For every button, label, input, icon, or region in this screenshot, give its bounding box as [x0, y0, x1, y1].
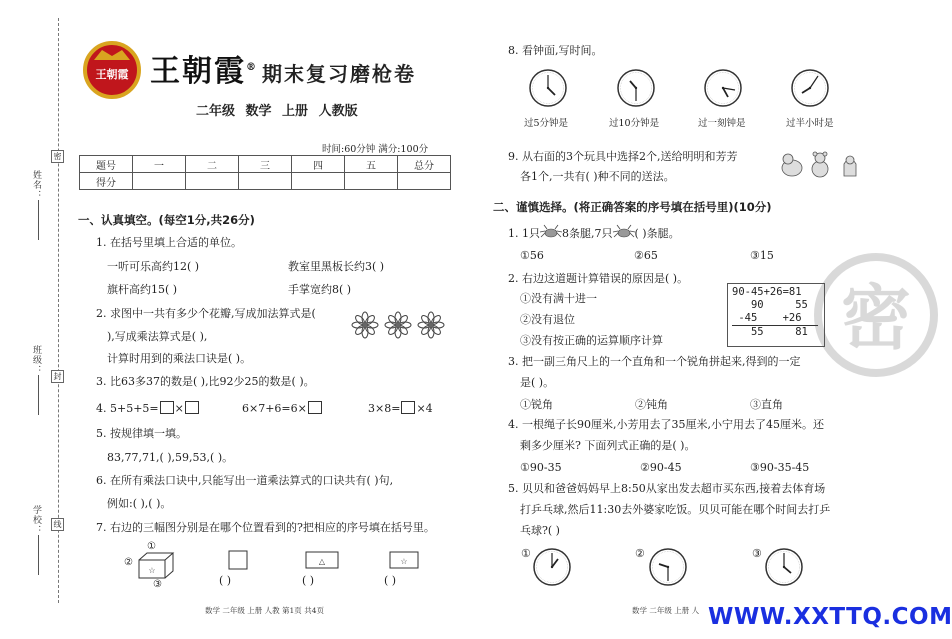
q1-a[interactable]: 一听可乐高约12( ) [107, 260, 200, 273]
answer-box[interactable] [185, 401, 199, 414]
score-input-cell[interactable] [186, 173, 239, 190]
clock-icon [703, 68, 743, 108]
section1-title: 一、认真填空。(每空1分,共26分) [78, 213, 255, 227]
footer-left: 数学 二年级 上册 人教 第1页 共4页 [205, 606, 324, 615]
c1-option-2: ②65 [634, 249, 658, 262]
score-header-cell: 五 [345, 156, 398, 173]
q7-label-3: ③ [153, 579, 162, 590]
clock-icon [790, 68, 830, 108]
view-star: ☆ [400, 557, 408, 566]
c1-b-text: 8条腿,7只 [562, 227, 613, 240]
score-header-cell: 三 [239, 156, 292, 173]
q9-text-a: 9. 从右面的3个玩具中选择2个,送给明明和芳芳 [508, 150, 738, 163]
clock-label-1: 过5分钟是 [524, 118, 569, 129]
time-info: 时间:60分钟 满分:100分 [322, 144, 429, 155]
view-triangle: △ [318, 557, 326, 566]
site-watermark: WWW.XXTTQ.COM [708, 604, 952, 630]
section2-title: 二、谨慎选择。(将正确答案的序号填在括号里)(10分) [493, 200, 772, 214]
q1-text: 1. 在括号里填上合适的单位。 [96, 236, 242, 249]
score-input-cell[interactable] [239, 173, 292, 190]
c1-text [508, 225, 680, 241]
class-field [30, 345, 43, 415]
brand-text: 王朝霞 [150, 54, 246, 89]
c3-text-a: 3. 把一副三角尺上的一个直角和一个锐角拼起来,得到的一定 [508, 355, 801, 368]
q2-text-a: 2. 求图中一共有多少个花瓣,写成加法算式是( [96, 307, 316, 320]
school-label: 学校： [31, 505, 41, 535]
score-header-cell: 四 [292, 156, 345, 173]
toys-figure [780, 150, 862, 180]
brand-name [150, 46, 258, 90]
c4-option-3: ③90-35-45 [750, 461, 810, 474]
q7-answer-1[interactable]: ( ) [219, 574, 232, 587]
score-input-cell[interactable] [292, 173, 345, 190]
q7-answer-2[interactable]: ( ) [302, 574, 315, 587]
score-header-cell: 一 [133, 156, 186, 173]
answer-box[interactable] [401, 401, 415, 414]
clock-icon [528, 68, 568, 108]
clock-icon [532, 547, 572, 587]
name-field [30, 170, 43, 240]
score-header-row [80, 156, 451, 173]
q7-label-1: ① [147, 541, 156, 552]
view-rect-triangle [305, 551, 339, 569]
q1-c[interactable]: 旗杆高约15( ) [107, 283, 178, 296]
seal-char-xian: 线 [51, 518, 64, 531]
c2-option-1: ①没有满十进一 [520, 292, 597, 305]
clock-label-2: 过10分钟是 [609, 118, 660, 129]
crab-icon [540, 225, 562, 239]
score-header-cell: 题号 [80, 156, 133, 173]
q4-c-text: 3×8= [368, 402, 401, 415]
c5-text-c[interactable]: 乓球?( ) [520, 524, 560, 537]
c1-option-3: ③15 [750, 249, 774, 262]
c4-text-b[interactable]: 剩多少厘米? 下面列式正确的是( )。 [520, 439, 696, 452]
q4-part-a: 4. 5+5+5= × [96, 401, 200, 416]
paper-subtitle: 期末复习磨枪卷 [262, 62, 416, 86]
clock-icon [616, 68, 656, 108]
c5-text-a: 5. 贝贝和爸爸妈妈早上8:50从家出发去超市买东西,接着去体育场 [508, 482, 826, 495]
q2-text-b[interactable]: ),写成乘法算式是( ), [107, 330, 208, 343]
calc-line: 90-45+26=81 [732, 286, 802, 298]
c5-option-3: ③ [752, 547, 762, 560]
q3-text[interactable]: 3. 比63多37的数是( ),比92少25的数是( )。 [96, 375, 315, 388]
q4-b-text: 6×7+6=6× [242, 402, 307, 415]
calc-line: 55 81 [732, 326, 808, 338]
q7-answer-3[interactable]: ( ) [384, 574, 397, 587]
seal-char-feng: 封 [51, 370, 64, 383]
school-field [30, 505, 43, 575]
c2-option-3: ③没有按正确的运算顺序计算 [520, 334, 663, 347]
score-header-cell: 二 [186, 156, 239, 173]
c3-option-1: ①锐角 [520, 398, 553, 411]
c3-text-b[interactable]: 是( )。 [520, 376, 555, 389]
view-rect-star [389, 551, 419, 569]
q6-text-a[interactable]: 6. 在所有乘法口诀中,只能写出一道乘法算式的口诀共有( )句, [96, 474, 394, 487]
seal-char-mi: 密 [51, 150, 64, 163]
q4-a-text: 4. 5+5+5= [96, 402, 159, 415]
c2-text[interactable]: 2. 右边这道题计算错误的原因是( )。 [508, 272, 689, 285]
flower-icon [352, 312, 378, 338]
c3-option-3: ③直角 [750, 398, 783, 411]
c4-option-1: ①90-35 [520, 461, 562, 474]
q7-text: 7. 右边的三幅图分别是在哪个位置看到的?把相应的序号填在括号里。 [96, 521, 435, 534]
footer-right: 数学 二年级 上册 人 [632, 606, 700, 615]
crab-icon [613, 225, 635, 239]
score-value-row [80, 173, 451, 190]
c4-text-a: 4. 一根绳子长90厘米,小芳用去了35厘米,小宁用去了45厘米。还 [508, 418, 824, 431]
gift-box-star: ☆ [148, 566, 156, 575]
gift-box-figure [137, 550, 177, 580]
brand-logo [82, 40, 142, 100]
score-label-cell: 得分 [80, 173, 133, 190]
calc-line: -45 +26 [732, 312, 818, 326]
flower-icon [418, 312, 444, 338]
score-input-cell[interactable] [398, 173, 451, 190]
score-header-cell: 总分 [398, 156, 451, 173]
registered-mark: ® [246, 62, 258, 73]
q1-b[interactable]: 教室里黑板长约3( ) [288, 260, 385, 273]
score-input-cell[interactable] [133, 173, 186, 190]
q6-text-b[interactable]: 例如:( ),( )。 [107, 497, 172, 510]
svg-text:密: 密 [841, 277, 911, 359]
answer-box[interactable] [308, 401, 322, 414]
q4-part-b [242, 401, 323, 416]
logo-text: 王朝霞 [95, 68, 129, 81]
c5-option-2: ② [635, 547, 645, 560]
q5-sequence[interactable]: 83,77,71,( ),59,53,( )。 [107, 451, 234, 464]
calc-line: 90 55 [732, 299, 808, 311]
q9-text-b[interactable]: 各1个,一共有( )种不同的送法。 [520, 170, 675, 183]
clock-icon [764, 547, 804, 587]
c5-option-1: ① [521, 547, 531, 560]
c4-option-2: ②90-45 [640, 461, 682, 474]
c1-option-1: ①56 [520, 249, 544, 262]
q2-text-c[interactable]: 计算时用到的乘法口诀是( )。 [107, 352, 252, 365]
flower-icon [385, 312, 411, 338]
class-label: 班级： [31, 345, 41, 375]
q4-d-text: ×4 [416, 402, 433, 415]
c1-a-text: 1. 1只 [508, 227, 540, 240]
clock-label-4: 过半小时是 [786, 118, 834, 129]
q5-text: 5. 按规律填一填。 [96, 427, 187, 440]
q8-text: 8. 看钟面,写时间。 [508, 44, 603, 57]
q7-label-2: ② [124, 557, 133, 568]
q4-part-c [368, 401, 433, 416]
view-square [228, 550, 248, 570]
c1-c-text[interactable]: ( )条腿。 [634, 227, 680, 240]
name-label: 姓名： [31, 170, 41, 200]
clock-icon [648, 547, 688, 587]
score-table [79, 155, 451, 190]
grade-info: 二年级 数学 上册 人教版 [196, 104, 358, 119]
c2-option-2: ②没有退位 [520, 313, 575, 326]
binding-dashed-line [58, 18, 59, 603]
score-input-cell[interactable] [345, 173, 398, 190]
c3-option-2: ②钝角 [635, 398, 668, 411]
q1-d[interactable]: 手掌宽约8( ) [288, 283, 352, 296]
c5-text-b: 打乒乓球,然后11:30去外婆家吃饭。贝贝可能在哪个时间去打乒 [520, 503, 831, 516]
answer-box[interactable] [160, 401, 174, 414]
secret-seal-stamp [806, 250, 916, 380]
clock-label-3: 过一刻钟是 [698, 118, 746, 129]
